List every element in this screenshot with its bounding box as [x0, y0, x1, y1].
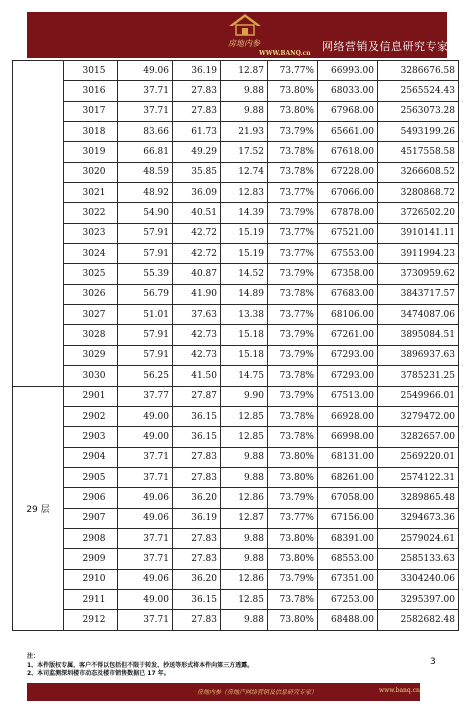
table-cell: 3895084.51	[378, 325, 459, 345]
table-cell: 42.72	[173, 244, 221, 264]
room-number-cell: 3016	[64, 81, 118, 101]
table-cell: 68391.00	[318, 528, 378, 548]
notes-heading: 注：	[27, 653, 40, 660]
room-number-cell: 3030	[64, 366, 118, 386]
room-number-cell: 3025	[64, 264, 118, 284]
room-number-cell: 3024	[64, 244, 118, 264]
table-cell: 37.63	[173, 305, 221, 325]
table-cell: 36.09	[173, 183, 221, 203]
table-cell: 36.19	[173, 508, 221, 528]
table-cell: 12.86	[221, 488, 268, 508]
room-number-cell: 2903	[64, 427, 118, 447]
table-cell: 73.80%	[268, 528, 318, 548]
room-number-cell: 3021	[64, 183, 118, 203]
table-cell: 3279472.00	[378, 406, 459, 426]
table-cell: 37.71	[118, 610, 173, 630]
table-cell: 37.71	[118, 467, 173, 487]
room-number-cell: 2910	[64, 569, 118, 589]
table-cell: 73.79%	[268, 325, 318, 345]
table-cell: 49.00	[118, 406, 173, 426]
table-row	[13, 508, 459, 528]
table-cell: 37.71	[118, 549, 173, 569]
table-cell: 68488.00	[318, 610, 378, 630]
table-cell: 73.79%	[268, 203, 318, 223]
table-cell: 73.78%	[268, 427, 318, 447]
table-cell: 49.06	[118, 508, 173, 528]
table-cell: 14.89	[221, 284, 268, 304]
room-number-cell: 3023	[64, 223, 118, 243]
table-cell: 61.73	[173, 122, 221, 142]
room-number-cell: 2911	[64, 589, 118, 609]
table-row	[13, 447, 459, 467]
table-cell: 27.83	[173, 447, 221, 467]
table-cell: 73.77%	[268, 61, 318, 81]
table-cell: 67358.00	[318, 264, 378, 284]
table-cell: 40.87	[173, 264, 221, 284]
table-cell: 56.79	[118, 284, 173, 304]
table-cell: 9.88	[221, 447, 268, 467]
room-number-cell: 3027	[64, 305, 118, 325]
floor-label: 29 层	[13, 386, 64, 630]
table-cell: 2574122.31	[378, 467, 459, 487]
table-cell: 66993.00	[318, 61, 378, 81]
table-cell: 12.85	[221, 427, 268, 447]
table-row	[13, 589, 459, 609]
table-cell: 14.52	[221, 264, 268, 284]
table-cell: 57.91	[118, 325, 173, 345]
table-cell: 73.78%	[268, 142, 318, 162]
table-cell: 73.78%	[268, 589, 318, 609]
table-row	[13, 264, 459, 284]
table-cell: 73.80%	[268, 447, 318, 467]
room-number-cell: 3017	[64, 101, 118, 121]
table-cell: 15.18	[221, 345, 268, 365]
table-row	[13, 528, 459, 548]
table-cell: 73.79%	[268, 569, 318, 589]
table-cell: 3266608.52	[378, 162, 459, 182]
table-cell: 67156.00	[318, 508, 378, 528]
floor-label	[13, 61, 64, 387]
table-cell: 3911994.23	[378, 244, 459, 264]
table-cell: 57.91	[118, 345, 173, 365]
table-cell: 57.91	[118, 223, 173, 243]
table-cell: 12.87	[221, 508, 268, 528]
table-cell: 12.83	[221, 183, 268, 203]
table-cell: 36.15	[173, 589, 221, 609]
table-cell: 21.93	[221, 122, 268, 142]
table-cell: 3280868.72	[378, 183, 459, 203]
table-cell: 9.88	[221, 101, 268, 121]
table-cell: 49.06	[118, 569, 173, 589]
room-number-cell: 3020	[64, 162, 118, 182]
table-cell: 67293.00	[318, 345, 378, 365]
table-cell: 27.87	[173, 386, 221, 406]
table-cell: 48.92	[118, 183, 173, 203]
header-banner	[27, 12, 447, 58]
table-cell: 36.19	[173, 61, 221, 81]
table-cell: 49.00	[118, 427, 173, 447]
table-row	[13, 406, 459, 426]
room-number-cell: 3018	[64, 122, 118, 142]
room-number-cell: 2906	[64, 488, 118, 508]
table-cell: 3295397.00	[378, 589, 459, 609]
room-number-cell: 2904	[64, 447, 118, 467]
table-cell: 36.20	[173, 569, 221, 589]
table-cell: 37.71	[118, 101, 173, 121]
room-number-cell: 2909	[64, 549, 118, 569]
table-cell: 67293.00	[318, 366, 378, 386]
table-cell: 68106.00	[318, 305, 378, 325]
table-cell: 13.38	[221, 305, 268, 325]
table-cell: 67351.00	[318, 569, 378, 589]
table-cell: 35.85	[173, 162, 221, 182]
table-cell: 14.75	[221, 366, 268, 386]
table-cell: 9.88	[221, 610, 268, 630]
table-cell: 49.29	[173, 142, 221, 162]
table-cell: 5493199.26	[378, 122, 459, 142]
table-cell: 41.50	[173, 366, 221, 386]
table-row	[13, 223, 459, 243]
note-line: 2、本司监测深圳楼市动态及楼市销售数据已 17 年。	[27, 670, 170, 677]
table-row	[13, 61, 459, 81]
table-cell: 2579024.61	[378, 528, 459, 548]
table-cell: 3896937.63	[378, 345, 459, 365]
table-cell: 67253.00	[318, 589, 378, 609]
table-cell: 27.83	[173, 81, 221, 101]
table-cell: 42.72	[173, 223, 221, 243]
table-cell: 3910141.11	[378, 223, 459, 243]
room-number-cell: 2902	[64, 406, 118, 426]
table-cell: 37.77	[118, 386, 173, 406]
table-cell: 9.90	[221, 386, 268, 406]
table-cell: 73.77%	[268, 223, 318, 243]
table-row	[13, 366, 459, 386]
table-cell: 83.66	[118, 122, 173, 142]
table-cell: 9.88	[221, 467, 268, 487]
table-cell: 49.06	[118, 488, 173, 508]
table-cell: 68033.00	[318, 81, 378, 101]
room-number-cell: 2905	[64, 467, 118, 487]
footer-banner	[27, 683, 420, 701]
table-cell: 54.90	[118, 203, 173, 223]
table-cell: 3289865.48	[378, 488, 459, 508]
table-cell: 73.80%	[268, 81, 318, 101]
table-cell: 48.59	[118, 162, 173, 182]
table-cell: 73.77%	[268, 183, 318, 203]
table-cell: 2549966.01	[378, 386, 459, 406]
table-cell: 67058.00	[318, 488, 378, 508]
table-cell: 3730959.62	[378, 264, 459, 284]
table-cell: 12.85	[221, 406, 268, 426]
table-cell: 12.74	[221, 162, 268, 182]
table-cell: 9.88	[221, 81, 268, 101]
table-cell: 27.83	[173, 610, 221, 630]
table-cell: 3843717.57	[378, 284, 459, 304]
table-cell: 2569220.01	[378, 447, 459, 467]
table-cell: 12.85	[221, 589, 268, 609]
table-cell: 9.88	[221, 528, 268, 548]
table-cell: 15.19	[221, 244, 268, 264]
note-line: 1、本件版权专属，客户不得以包括但不限于转发、抄送等形式将本件向第三方透露。	[27, 661, 254, 669]
table-cell: 73.77%	[268, 305, 318, 325]
table-cell: 3286676.58	[378, 61, 459, 81]
table-cell: 73.77%	[268, 244, 318, 264]
table-cell: 57.91	[118, 244, 173, 264]
table-cell: 2563073.28	[378, 101, 459, 121]
table-cell: 73.78%	[268, 284, 318, 304]
table-cell: 15.18	[221, 325, 268, 345]
table-cell: 15.19	[221, 223, 268, 243]
header-brand: 房地内参	[228, 39, 260, 48]
room-number-cell: 3026	[64, 284, 118, 304]
table-cell: 73.78%	[268, 366, 318, 386]
table-row	[13, 142, 459, 162]
room-number-cell: 2908	[64, 528, 118, 548]
table-cell: 67513.00	[318, 386, 378, 406]
table-cell: 73.80%	[268, 549, 318, 569]
table-row	[13, 610, 459, 630]
table-row	[13, 569, 459, 589]
table-cell: 2585133.63	[378, 549, 459, 569]
table-cell: 73.79%	[268, 122, 318, 142]
table-row	[13, 81, 459, 101]
table-cell: 3785231.25	[378, 366, 459, 386]
page-number: 3	[430, 657, 436, 667]
table-cell: 73.80%	[268, 467, 318, 487]
table-row	[13, 203, 459, 223]
table-row	[13, 101, 459, 121]
table-cell: 40.51	[173, 203, 221, 223]
table-cell: 27.83	[173, 528, 221, 548]
room-number-cell: 2907	[64, 508, 118, 528]
table-cell: 73.79%	[268, 488, 318, 508]
table-cell: 68261.00	[318, 467, 378, 487]
header-title: 网络营销及信息研究专家	[322, 40, 449, 53]
table-cell: 73.78%	[268, 162, 318, 182]
table-row	[13, 244, 459, 264]
table-cell: 37.71	[118, 447, 173, 467]
table-cell: 73.80%	[268, 610, 318, 630]
table-cell: 2582682.48	[378, 610, 459, 630]
room-number-cell: 3022	[64, 203, 118, 223]
table-cell: 14.39	[221, 203, 268, 223]
table-row	[13, 467, 459, 487]
table-cell: 67261.00	[318, 325, 378, 345]
room-number-cell: 3029	[64, 345, 118, 365]
room-number-cell: 3019	[64, 142, 118, 162]
table-cell: 42.73	[173, 325, 221, 345]
table-cell: 12.87	[221, 61, 268, 81]
table-cell: 3294673.36	[378, 508, 459, 528]
table-cell: 42.73	[173, 345, 221, 365]
table-cell: 73.79%	[268, 264, 318, 284]
table-cell: 73.78%	[268, 406, 318, 426]
table-cell: 67968.00	[318, 101, 378, 121]
table-cell: 66998.00	[318, 427, 378, 447]
table-cell: 55.39	[118, 264, 173, 284]
table-cell: 56.25	[118, 366, 173, 386]
table-cell: 68553.00	[318, 549, 378, 569]
footer-url: www.banq.cn	[379, 687, 420, 694]
header-site: WWW.BANQ.cn	[259, 50, 311, 57]
table-cell: 67878.00	[318, 203, 378, 223]
table-cell: 67521.00	[318, 223, 378, 243]
table-row	[13, 345, 459, 365]
table-cell: 65661.00	[318, 122, 378, 142]
table-cell: 51.01	[118, 305, 173, 325]
table-cell: 17.52	[221, 142, 268, 162]
room-number-cell: 2901	[64, 386, 118, 406]
table-cell: 67553.00	[318, 244, 378, 264]
table-cell: 37.71	[118, 528, 173, 548]
table-row	[13, 549, 459, 569]
table-cell: 12.86	[221, 569, 268, 589]
table-cell: 27.83	[173, 549, 221, 569]
table-cell: 67618.00	[318, 142, 378, 162]
table-cell: 73.79%	[268, 386, 318, 406]
table-cell: 36.15	[173, 406, 221, 426]
room-number-cell: 3015	[64, 61, 118, 81]
table-cell: 67066.00	[318, 183, 378, 203]
table-cell: 73.79%	[268, 345, 318, 365]
table-row	[13, 427, 459, 447]
table-cell: 49.00	[118, 589, 173, 609]
room-number-cell: 3028	[64, 325, 118, 345]
table-row	[13, 305, 459, 325]
table-cell: 2565524.43	[378, 81, 459, 101]
table-cell: 3304240.06	[378, 569, 459, 589]
table-cell: 67683.00	[318, 284, 378, 304]
notes	[27, 653, 417, 679]
table-cell: 3474087.06	[378, 305, 459, 325]
table-row	[13, 284, 459, 304]
table-cell: 73.80%	[268, 101, 318, 121]
table-row	[13, 386, 459, 406]
table-cell: 66.81	[118, 142, 173, 162]
table-cell: 3282657.00	[378, 427, 459, 447]
room-number-cell: 2912	[64, 610, 118, 630]
table-cell: 67228.00	[318, 162, 378, 182]
table-cell: 4517558.58	[378, 142, 459, 162]
table-row	[13, 325, 459, 345]
table-cell: 73.77%	[268, 508, 318, 528]
table-cell: 9.88	[221, 549, 268, 569]
table-cell: 36.20	[173, 488, 221, 508]
table-cell: 37.71	[118, 81, 173, 101]
table-cell: 36.15	[173, 427, 221, 447]
table-cell: 3726502.20	[378, 203, 459, 223]
table-row	[13, 162, 459, 182]
sales-data-table	[12, 60, 459, 631]
table-cell: 41.90	[173, 284, 221, 304]
footer-text: 房地内参（房地产网络营销及信息研究专家）	[197, 689, 318, 696]
table-cell: 27.83	[173, 101, 221, 121]
table-cell: 49.06	[118, 61, 173, 81]
table-row	[13, 488, 459, 508]
table-row	[13, 122, 459, 142]
table-cell: 66928.00	[318, 406, 378, 426]
house-logo-icon	[227, 12, 263, 36]
table-cell: 68131.00	[318, 447, 378, 467]
table-row	[13, 183, 459, 203]
table-cell: 27.83	[173, 467, 221, 487]
